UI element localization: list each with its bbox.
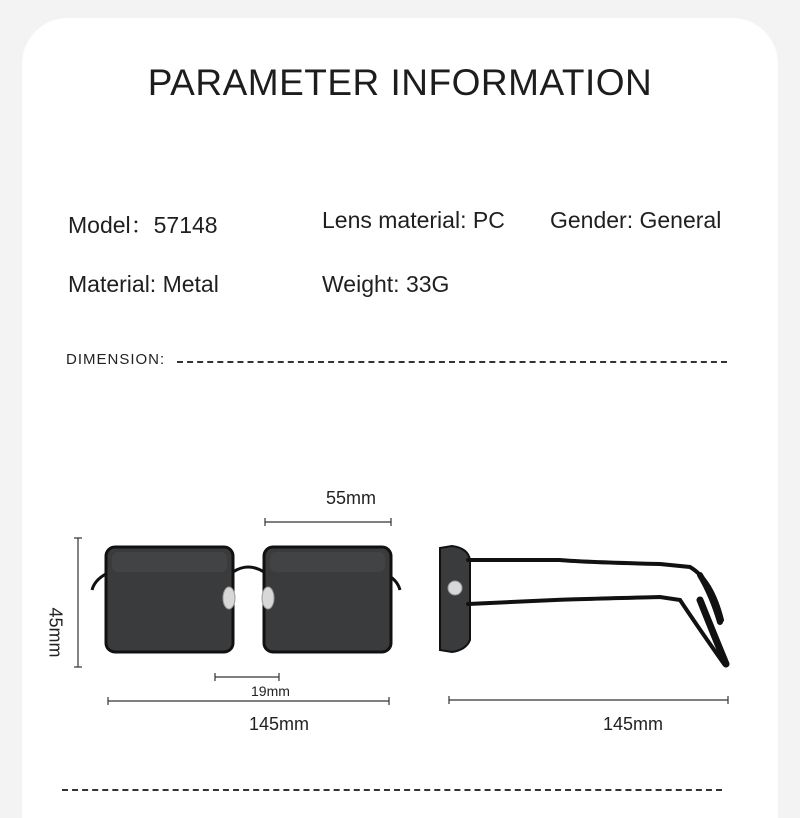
measure-lens-height-line (74, 538, 82, 667)
bridge-label: 19mm (251, 683, 290, 699)
spec-weight: Weight: 33G (322, 271, 450, 297)
spec-model: Model：57148 (68, 212, 218, 238)
lens-width-label: 55mm (326, 488, 377, 508)
front-width-label: 145mm (249, 714, 310, 734)
bottom-divider (62, 789, 722, 791)
dimension-label: DIMENSION: (66, 351, 166, 368)
page-title: PARAMETER INFORMATION (147, 62, 653, 103)
sunglasses-front-icon (92, 547, 400, 652)
measure-front-width-line (108, 697, 389, 705)
measure-temple-length-line (449, 696, 728, 704)
lens-height-label: 45mm (45, 607, 66, 658)
spec-gender: Gender: General (550, 207, 722, 233)
spec-lens-material: Lens material: PC (322, 207, 505, 233)
measure-lens-width-line (265, 518, 391, 526)
sunglasses-side-icon (440, 546, 726, 664)
measure-bridge-line (215, 673, 279, 681)
temple-length-label: 145mm (603, 714, 664, 734)
spec-material: Material: Metal (68, 271, 219, 297)
